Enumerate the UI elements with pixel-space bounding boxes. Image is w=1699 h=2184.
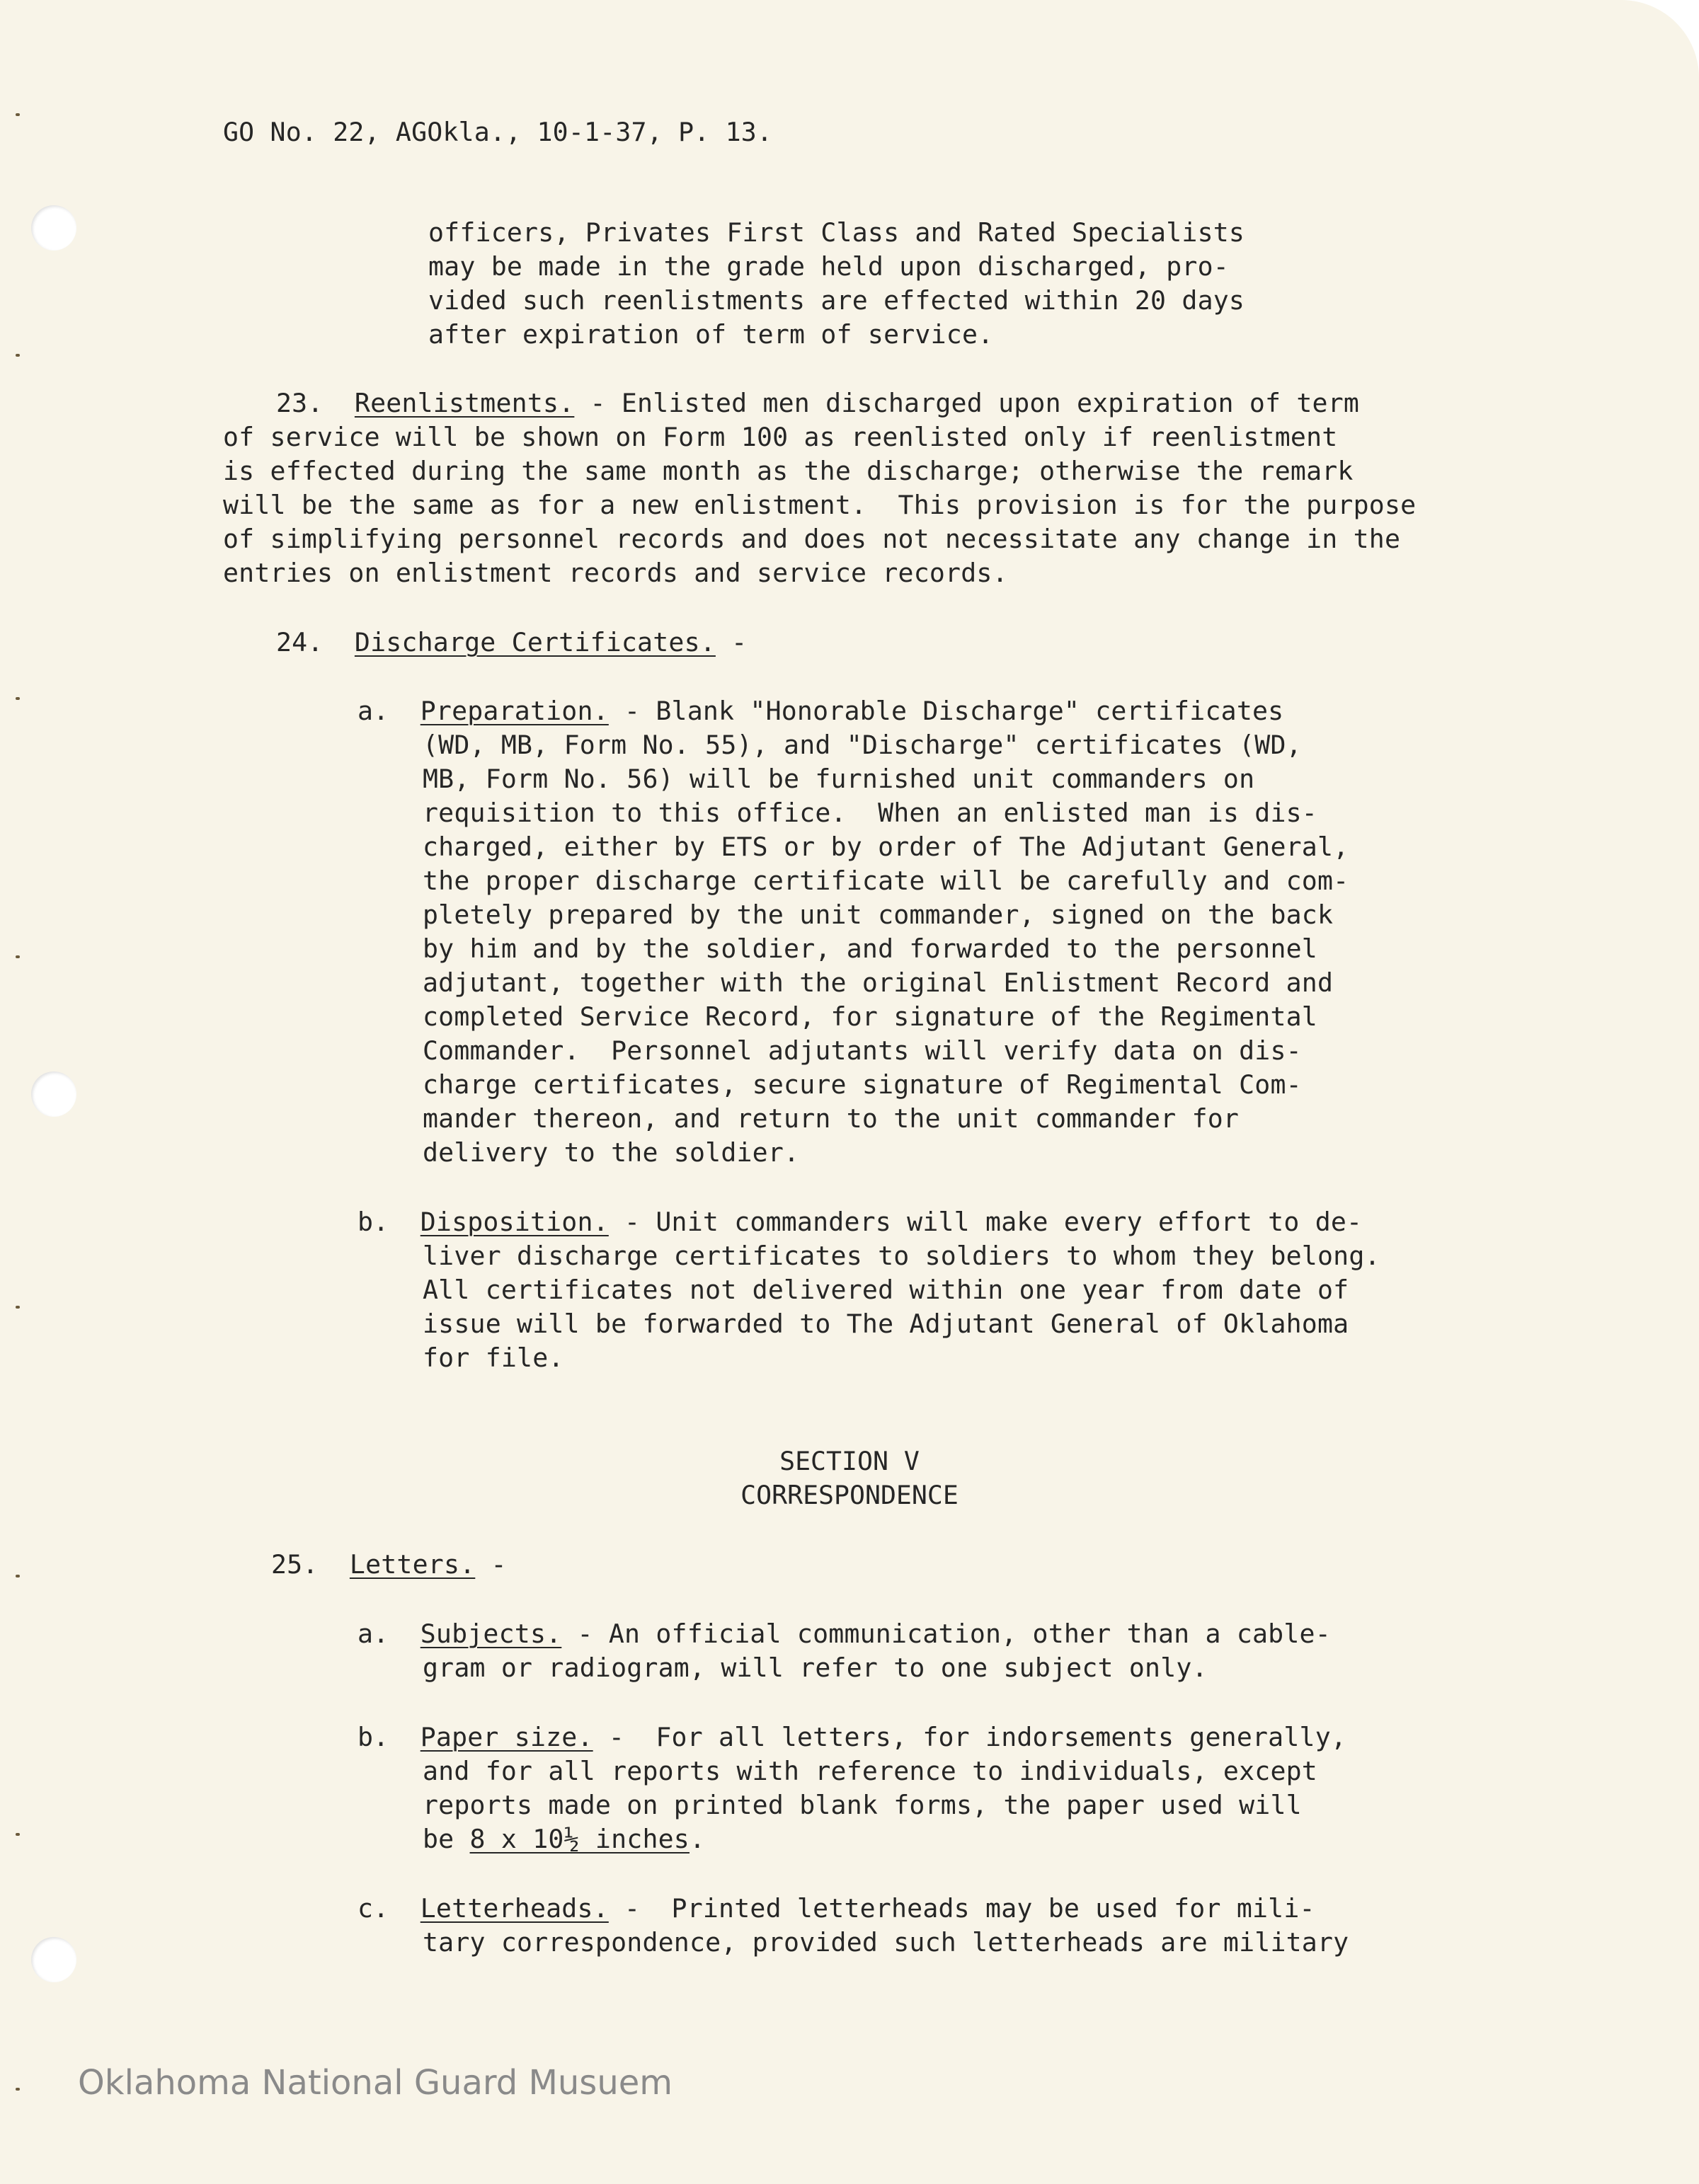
paragraph-title: Reenlistments.	[354, 388, 575, 418]
margin-speck	[16, 1833, 20, 1836]
subparagraph-text: - Unit commanders will make every effort to de-	[608, 1207, 1363, 1237]
margin-speck	[16, 955, 20, 958]
subparagraph-24a-line: the proper discharge certificate will be carefully and com-	[423, 866, 1349, 896]
margin-speck	[16, 697, 20, 700]
binder-hole-top	[31, 205, 76, 251]
subparagraph-24b-first-line	[357, 1205, 1362, 1239]
continuation-line: officers, Privates First Class and Rated Specialists	[428, 217, 1245, 248]
subparagraph-letter: b.	[357, 1207, 389, 1237]
margin-speck	[16, 2088, 20, 2091]
subparagraph-text: - Printed letterheads may be used for mili-	[608, 1893, 1315, 1924]
paragraph-number: 24.	[276, 627, 324, 657]
subparagraph-25a-first-line	[357, 1617, 1331, 1651]
subparagraph-text: - For all letters, for indorsements generally,	[593, 1722, 1347, 1752]
subparagraph-text: .	[689, 1824, 706, 1854]
section-subheading: CORRESPONDENCE	[740, 1480, 959, 1510]
paragraph-text: - Enlisted men discharged upon expiration of term	[574, 388, 1360, 418]
subparagraph-24b-line: for file.	[423, 1343, 564, 1373]
subparagraph-24a-line: charge certificates, secure signature of Regimental Com-	[423, 1069, 1302, 1100]
paragraph-23-line: of simplifying personnel records and does not necessitate any change in the	[223, 524, 1401, 554]
paragraph-23-line: is effected during the same month as the discharge; otherwise the remark	[223, 456, 1354, 486]
page-header-reference: GO No. 22, AGOkla., 10-1-37, P. 13.	[223, 117, 773, 147]
subparagraph-24a-line: (WD, MB, Form No. 55), and "Discharge" certificates (WD,	[423, 730, 1302, 760]
subparagraph-24a-first-line	[357, 694, 1283, 728]
subparagraph-title: Letterheads.	[420, 1893, 609, 1924]
subparagraph-title: Subjects.	[420, 1619, 562, 1649]
paragraph-title: Discharge Certificates.	[354, 627, 716, 657]
subparagraph-24b-line: All certificates not delivered within one year from date of	[423, 1275, 1349, 1305]
paragraph-23-first-line	[276, 386, 1359, 420]
subparagraph-24a-line: pletely prepared by the unit commander, signed on the back	[423, 900, 1334, 930]
subparagraph-24a-line: by him and by the soldier, and forwarded to the personnel	[423, 933, 1317, 964]
subparagraph-text: - An official communication, other than a cable-	[561, 1619, 1331, 1649]
subparagraph-24b-line: liver discharge certificates to soldiers to whom they belong.	[423, 1241, 1380, 1271]
subparagraph-25c-first-line	[357, 1892, 1315, 1926]
paragraph-number: 23.	[276, 388, 324, 418]
section-heading: SECTION V	[779, 1446, 920, 1476]
continuation-line: vided such reenlistments are effected within 20 days	[428, 285, 1245, 316]
museum-watermark: Oklahoma National Guard Musuem	[78, 2063, 673, 2103]
subparagraph-24a-line: Commander. Personnel adjutants will verify data on dis-	[423, 1035, 1302, 1066]
subparagraph-letter: a.	[357, 1619, 389, 1649]
margin-speck	[16, 354, 20, 357]
margin-speck	[16, 1575, 20, 1577]
continuation-line: may be made in the grade held upon discharged, pro-	[428, 251, 1229, 282]
subparagraph-24a-line: MB, Form No. 56) will be furnished unit commanders on	[423, 764, 1255, 794]
paragraph-23-line: of service will be shown on Form 100 as reenlisted only if reenlistment	[223, 422, 1338, 452]
subparagraph-25b-last-line	[423, 1822, 705, 1856]
subparagraph-25b-line: reports made on printed blank forms, the paper used will	[423, 1790, 1302, 1820]
subparagraph-24a-line: requisition to this office. When an enlisted man is dis-	[423, 798, 1317, 828]
subparagraph-title: Preparation.	[420, 696, 609, 726]
subparagraph-24a-line: mander thereon, and return to the unit commander for	[423, 1103, 1240, 1134]
paper-size-value: 8 x 10½ inches	[469, 1824, 690, 1854]
subparagraph-letter: b.	[357, 1722, 389, 1752]
subparagraph-24a-line: completed Service Record, for signature of the Regimental	[423, 1001, 1317, 1032]
subparagraph-25b-first-line	[357, 1720, 1346, 1754]
paragraph-title: Letters.	[349, 1549, 476, 1580]
paragraph-25-heading	[271, 1548, 507, 1582]
subparagraph-24a-line: charged, either by ETS or by order of The Adjutant General,	[423, 832, 1349, 862]
subparagraph-24a-line: delivery to the soldier.	[423, 1137, 800, 1168]
paragraph-text: -	[475, 1549, 507, 1580]
paragraph-24-heading	[276, 626, 747, 660]
paragraph-number: 25.	[271, 1549, 319, 1580]
paragraph-text: -	[715, 627, 748, 657]
binder-hole-bottom	[31, 1937, 76, 1982]
subparagraph-25a-line: gram or radiogram, will refer to one subject only.	[423, 1653, 1208, 1683]
subparagraph-title: Paper size.	[420, 1722, 593, 1752]
paragraph-23-line: entries on enlistment records and service records.	[223, 558, 1008, 588]
margin-speck	[16, 113, 20, 116]
subparagraph-25c-line: tary correspondence, provided such letterheads are military	[423, 1927, 1349, 1958]
subparagraph-text: be	[423, 1824, 470, 1854]
subparagraph-25b-line: and for all reports with reference to individuals, except	[423, 1756, 1317, 1786]
subparagraph-text: - Blank "Honorable Discharge" certificates	[608, 696, 1284, 726]
binder-hole-middle	[31, 1071, 76, 1117]
margin-speck	[16, 1306, 20, 1309]
subparagraph-title: Disposition.	[420, 1207, 609, 1237]
paragraph-23-line: will be the same as for a new enlistment. This provision is for the purpose	[223, 490, 1417, 520]
subparagraph-letter: a.	[357, 696, 389, 726]
subparagraph-24b-line: issue will be forwarded to The Adjutant General of Oklahoma	[423, 1309, 1349, 1339]
subparagraph-24a-line: adjutant, together with the original Enlistment Record and	[423, 967, 1334, 998]
continuation-line: after expiration of term of service.	[428, 319, 994, 350]
subparagraph-letter: c.	[357, 1893, 389, 1924]
